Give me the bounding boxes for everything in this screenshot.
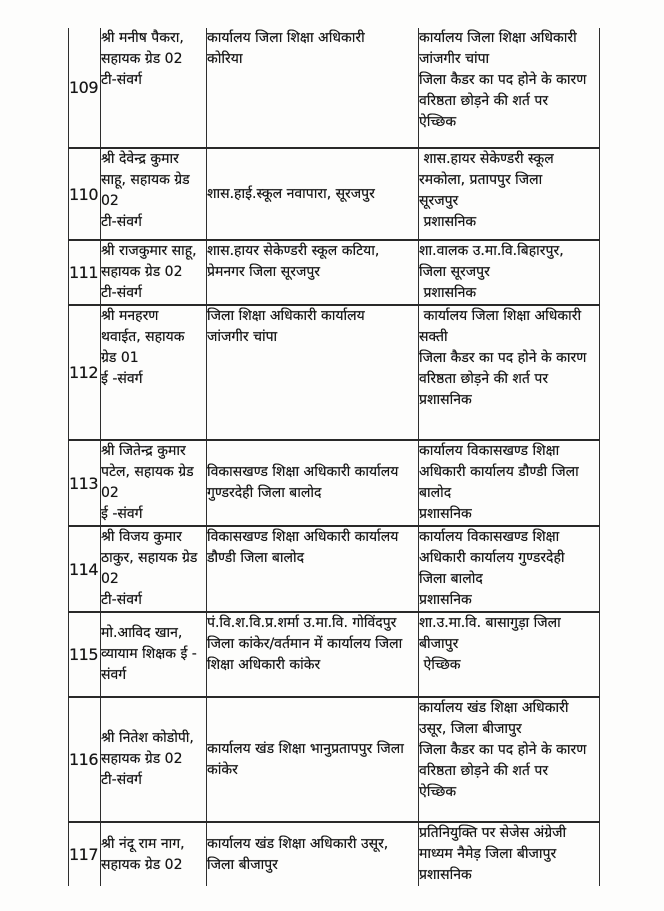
text-line: ग्रेड 01 xyxy=(101,350,139,366)
cell-new-office xyxy=(419,526,600,612)
text-line: शास.हाई.स्कूल नवापारा, सूरजपुर xyxy=(207,185,375,202)
cell-employee xyxy=(101,822,207,886)
cell-new-office xyxy=(419,305,600,440)
text-line: वरिष्ठता छोड़ने की शर्त पर xyxy=(419,371,549,387)
text-line: जिला कैडर का पद होने के कारण xyxy=(419,350,587,366)
text-line: रमकोला, प्रतापपुर जिला xyxy=(419,172,543,188)
text-line: डौण्डी जिला बालोद xyxy=(207,550,305,566)
table-row xyxy=(69,440,600,526)
text-line: मो.आविद खान, xyxy=(101,625,183,641)
text-line: शास.हायर सेकेण्डरी स्कूल xyxy=(419,151,554,167)
cell-employee xyxy=(101,240,207,305)
text-line: सहायक ग्रेड 02 xyxy=(101,264,183,280)
cell-new-office xyxy=(419,612,600,697)
text-line: कोरिया xyxy=(207,51,243,67)
text-line: श्री नितेश कोडोपी, xyxy=(101,730,194,746)
text-line: थवाईत, सहायक xyxy=(101,329,185,345)
text-line: टी-संवर्ग xyxy=(101,592,142,608)
cell-present-office xyxy=(207,28,419,148)
text-line: 02 xyxy=(101,485,119,501)
text-line: सहायक ग्रेड 02 xyxy=(101,51,183,67)
text-line: जांजगीर चांपा xyxy=(419,51,490,67)
text-line: प्रशासनिक xyxy=(419,867,472,883)
text-line: जिला बीजापुर xyxy=(207,856,278,873)
cell-new-office xyxy=(419,148,600,240)
table-row xyxy=(69,612,600,697)
cell-present-office xyxy=(207,526,419,612)
text-line: अधिकारी कार्यालय डौण्डी जिला xyxy=(419,464,579,480)
text-line: 02 xyxy=(101,193,119,209)
text-line: 113 xyxy=(69,440,101,526)
text-line: जिला कैडर का पद होने के कारण xyxy=(419,72,587,88)
cell-employee xyxy=(101,28,207,148)
text-line: जिला शिक्षा अधिकारी कार्यालय xyxy=(207,308,365,324)
text-line: श्री राजकुमार साहू, xyxy=(101,243,197,259)
text-line: उसूर, जिला बीजापुर xyxy=(419,721,522,737)
text-line: श्री देवेन्द्र कुमार xyxy=(101,151,179,167)
text-line: प्रशासनिक xyxy=(419,592,472,608)
text-line: सूरजपुर xyxy=(419,193,459,209)
text-line: ई -संवर्ग xyxy=(101,371,143,387)
text-line: कांकेर xyxy=(207,761,238,778)
table-row xyxy=(69,822,600,886)
cell-new-office xyxy=(419,28,600,148)
cell-present-office xyxy=(207,440,419,526)
text-line: विकासखण्ड शिक्षा अधिकारी कार्यालय xyxy=(207,464,399,480)
text-line: कार्यालय खंड शिक्षा भानुप्रतापपुर जिला xyxy=(207,740,404,757)
text-line: 110 xyxy=(69,148,101,240)
transfer-table xyxy=(68,28,600,886)
cell-new-office xyxy=(419,697,600,822)
text-line: 02 xyxy=(101,571,119,587)
cell-employee xyxy=(101,440,207,526)
table-row xyxy=(69,305,600,440)
text-line: जिला कांकेर/वर्तमान में कार्यालय जिला xyxy=(207,636,403,652)
text-line: 116 xyxy=(69,697,101,822)
text-line: प्रशासनिक xyxy=(419,506,472,522)
text-line: जिला बालोद xyxy=(419,571,483,587)
text-line: ऐच्छिक xyxy=(419,657,461,673)
text-line: कार्यालय खंड शिक्षा अधिकारी xyxy=(419,700,569,716)
text-line: व्यायाम शिक्षक ई - xyxy=(101,646,197,662)
cell-employee xyxy=(101,697,207,822)
text-line: शिक्षा अधिकारी कांकेर xyxy=(207,657,321,673)
cell-employee xyxy=(101,148,207,240)
text-line: श्री मनहरण xyxy=(101,308,159,324)
text-line: प्रशासनिक xyxy=(419,214,477,230)
text-line: टी-संवर्ग xyxy=(101,772,142,788)
table-row xyxy=(69,148,600,240)
text-line: 112 xyxy=(69,305,101,440)
text-line: माध्यम नैमेड़ जिला बीजापुर xyxy=(419,846,557,862)
cell-new-office xyxy=(419,440,600,526)
text-line: जांजगीर चांपा xyxy=(207,329,278,345)
cell-present-office xyxy=(207,822,419,886)
text-line: श्री मनीष पैकरा, xyxy=(101,30,184,46)
text-line: संवर्ग xyxy=(101,667,127,683)
cell-present-office xyxy=(207,305,419,440)
text-line: शास.हायर सेकेण्डरी स्कूल कटिया, xyxy=(207,243,380,259)
text-line: सक्ती xyxy=(419,329,448,345)
cell-new-office xyxy=(419,240,600,305)
text-line: ऐच्छिक xyxy=(419,114,457,130)
text-line: सहायक ग्रेड 02 xyxy=(101,856,183,873)
text-line: ऐच्छिक xyxy=(419,784,457,800)
text-line: टी-संवर्ग xyxy=(101,214,142,230)
table-row xyxy=(69,240,600,305)
text-line: अधिकारी कार्यालय गुण्डरदेही xyxy=(419,550,565,566)
text-line: ठाकुर, सहायक ग्रेड xyxy=(101,550,198,566)
transfer-table-rows xyxy=(69,28,600,886)
cell-present-office xyxy=(207,697,419,822)
cell-employee xyxy=(101,612,207,697)
text-line: सहायक ग्रेड 02 xyxy=(101,751,183,767)
text-line: कार्यालय विकासखण्ड शिक्षा xyxy=(419,443,560,459)
text-line: बीजापुर xyxy=(419,636,459,652)
cell-present-office xyxy=(207,148,419,240)
text-line: साहू, सहायक ग्रेड xyxy=(101,172,190,188)
text-line: पं.वि.श.वि.प्र.शर्मा उ.मा.वि. गोविंदपुर xyxy=(207,615,397,631)
text-line: कार्यालय जिला शिक्षा अधिकारी xyxy=(207,30,365,46)
cell-employee xyxy=(101,305,207,440)
text-line: कार्यालय जिला शिक्षा अधिकारी xyxy=(419,30,577,46)
text-line: श्री नंदू राम नाग, xyxy=(101,835,185,852)
text-line: टी-संवर्ग xyxy=(101,72,142,88)
table-row xyxy=(69,526,600,612)
text-line: शा.वालक उ.मा.वि.बिहारपुर, xyxy=(419,243,564,259)
text-line: कार्यालय विकासखण्ड शिक्षा xyxy=(419,529,560,545)
text-line: 117 xyxy=(69,822,101,886)
text-line: 115 xyxy=(69,612,101,697)
table-row xyxy=(69,697,600,822)
text-line: वरिष्ठता छोड़ने की शर्त पर xyxy=(419,763,549,779)
cell-employee xyxy=(101,526,207,612)
cell-new-office xyxy=(419,822,600,886)
text-line: प्रतिनियुक्ति पर सेजेस अंग्रेजी xyxy=(419,825,567,841)
text-line: बालोद xyxy=(419,485,452,501)
text-line: कार्यालय खंड शिक्षा अधिकारी उसूर, xyxy=(207,835,389,852)
text-line: विकासखण्ड शिक्षा अधिकारी कार्यालय xyxy=(207,529,399,545)
text-line: गुण्डरदेही जिला बालोद xyxy=(207,485,322,501)
text-line: प्रेमनगर जिला सूरजपुर xyxy=(207,264,321,280)
text-line: कार्यालय जिला शिक्षा अधिकारी xyxy=(419,308,582,324)
text-line: जिला कैडर का पद होने के कारण xyxy=(419,742,587,758)
text-line: 114 xyxy=(69,526,101,612)
text-line: वरिष्ठता छोड़ने की शर्त पर xyxy=(419,93,549,109)
text-line: पटेल, सहायक ग्रेड xyxy=(101,464,194,480)
table-row xyxy=(69,28,600,148)
text-line: टी-संवर्ग xyxy=(101,285,142,301)
text-line: श्री विजय कुमार xyxy=(101,529,182,545)
text-line: 111 xyxy=(69,240,101,305)
text-line: प्रशासनिक xyxy=(419,392,472,408)
cell-present-office xyxy=(207,240,419,305)
text-line: श्री जितेन्द्र कुमार xyxy=(101,443,186,459)
text-line: ई -संवर्ग xyxy=(101,506,143,522)
text-line: 109 xyxy=(69,28,101,148)
text-line: जिला सूरजपुर xyxy=(419,264,490,280)
cell-present-office xyxy=(207,612,419,697)
text-line: शा.उ.मा.वि. बासागुड़ा जिला xyxy=(419,615,561,631)
text-line: प्रशासनिक xyxy=(419,285,477,301)
